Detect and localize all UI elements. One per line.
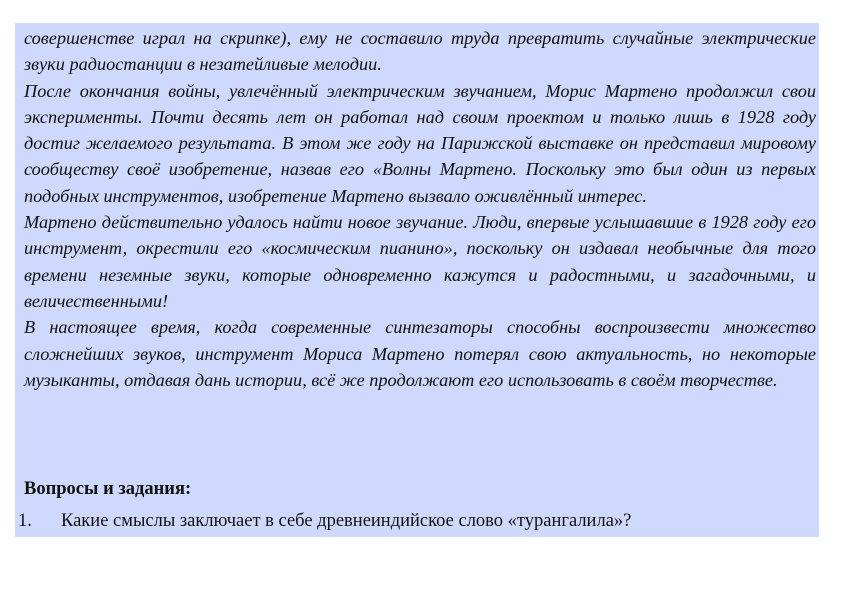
- paragraph: После окончания войны, увлечённый электрическим звучанием, Морис Мартено продолжил свои эксперименты. Почти десять лет он работал над своим проектом и только лишь в 1928 году достиг желаемого результата. В этом же году на Парижской выставке он представил мировому сообществу своё изобретение, назвав его «Волны Мартено. Поскольку это был один из первых подобных инструментов, изобретение Мартено вызвало оживлённый интерес.: [24, 80, 816, 206]
- paragraph: совершенстве играл на скрипке), ему не составило труда превратить случайные электрические звуки радиостанции в незатейливые мелодии.: [24, 28, 816, 75]
- body-text: [24, 25, 816, 393]
- highlighted-text-block: [15, 23, 819, 537]
- question-text: Какие смыслы заключает в себе древнеиндийское слово «турангалила»?: [61, 511, 632, 531]
- question-number: 1.: [18, 511, 32, 531]
- questions-heading: Вопросы и задания:: [24, 479, 192, 499]
- paragraph: В настоящее время, когда современные синтезаторы способны воспроизвести множество сложнейших звуков, инструмент Мориса Мартено потерял свою актуальность, но некоторые музыканты, отдавая дань истории, всё же продолжают его использовать в своём творчестве.: [24, 317, 816, 390]
- paragraph: Мартено действительно удалось найти новое звучание. Люди, впервые услышавшие в 1928 году его инструмент, окрестили его «космическим пианино», поскольку он издавал необычные для того времени неземные звуки, которые одновременно кажутся и радостными, и загадочными, и величественными!: [24, 212, 816, 311]
